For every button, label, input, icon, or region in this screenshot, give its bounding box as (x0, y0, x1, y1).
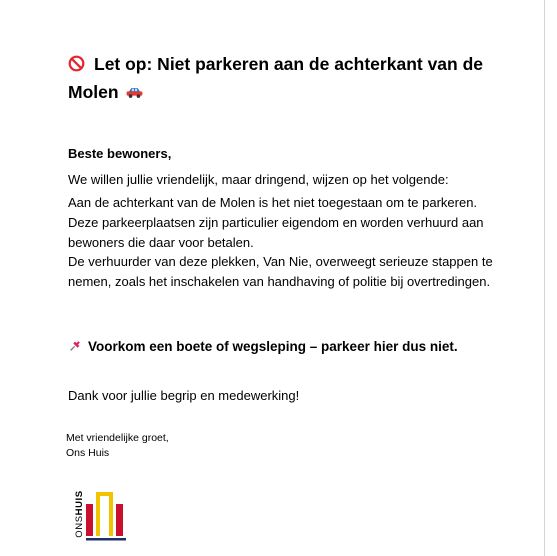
ons-huis-logo (66, 488, 146, 548)
parking-rule-paragraph: Aan de achterkant van de Molen is het niet toegestaan om te parkeren. Deze parkeerplaatsen zijn particulier eigendom en worden verhuurd aan bewoners die daar voor betalen. (68, 195, 484, 250)
closing-sender: Ons Huis (66, 447, 110, 459)
title-text: Let op: Niet parkeren aan de achterkant van de Molen (68, 54, 484, 102)
pushpin-icon (68, 339, 82, 353)
page-edge (544, 0, 545, 556)
page-title (68, 50, 498, 106)
logo-mark (86, 488, 140, 546)
enforcement-paragraph: De verhuurder van deze plekken, Van Nie, overweegt serieuze stappen te nemen, zoals het inschakelen van handhaving of politie bij overtredingen. (68, 254, 493, 289)
warning-line (68, 337, 508, 357)
no-entry-icon (68, 55, 85, 72)
logo-wordmark: ONSHUIS (74, 490, 85, 538)
closing-greeting: Met vriendelijke groet, (66, 432, 169, 444)
greeting: Beste bewoners, (68, 146, 172, 161)
warning-text: Voorkom een boete of wegsleping – parkeer hier dus niet. (88, 339, 458, 354)
car-icon (125, 86, 144, 99)
signature-block (66, 431, 169, 461)
thanks-line: Dank voor jullie begrip en medewerking! (68, 388, 300, 403)
intro-paragraph: We willen jullie vriendelijk, maar dringend, wijzen op het volgende: (68, 172, 449, 187)
